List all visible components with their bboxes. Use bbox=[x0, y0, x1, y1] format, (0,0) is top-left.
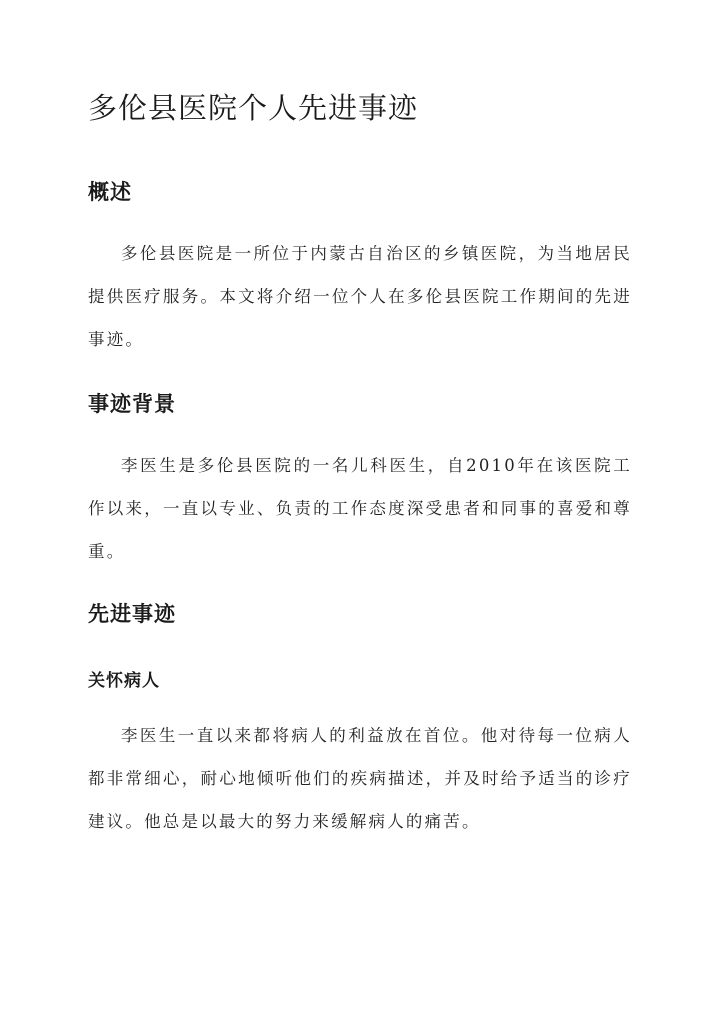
document-title: 多伦县医院个人先进事迹 bbox=[88, 91, 419, 125]
paragraph-background: 李医生是多伦县医院的一名儿科医生，自2010年在该医院工作以来，一直以专业、负责的工作态度深受患者和同事的喜爱和尊重。 bbox=[88, 456, 632, 561]
paragraph-patient-care: 李医生一直以来都将病人的利益放在首位。他对待每一位病人都非常细心，耐心地倾听他们的疾病描述，并及时给予适当的诊疗建议。他总是以最大的努力来缓解病人的痛苦。 bbox=[88, 726, 632, 831]
section-heading-background: 事迹背景 bbox=[88, 391, 176, 416]
paragraph-overview: 多伦县医院是一所位于内蒙古自治区的乡镇医院，为当地居民提供医疗服务。本文将介绍一位个人在多伦县医院工作期间的先进事迹。 bbox=[88, 244, 632, 349]
section-heading-advanced-deeds: 先进事迹 bbox=[88, 601, 176, 626]
subsection-heading-patient-care: 关怀病人 bbox=[88, 671, 160, 691]
section-heading-overview: 概述 bbox=[88, 179, 132, 204]
